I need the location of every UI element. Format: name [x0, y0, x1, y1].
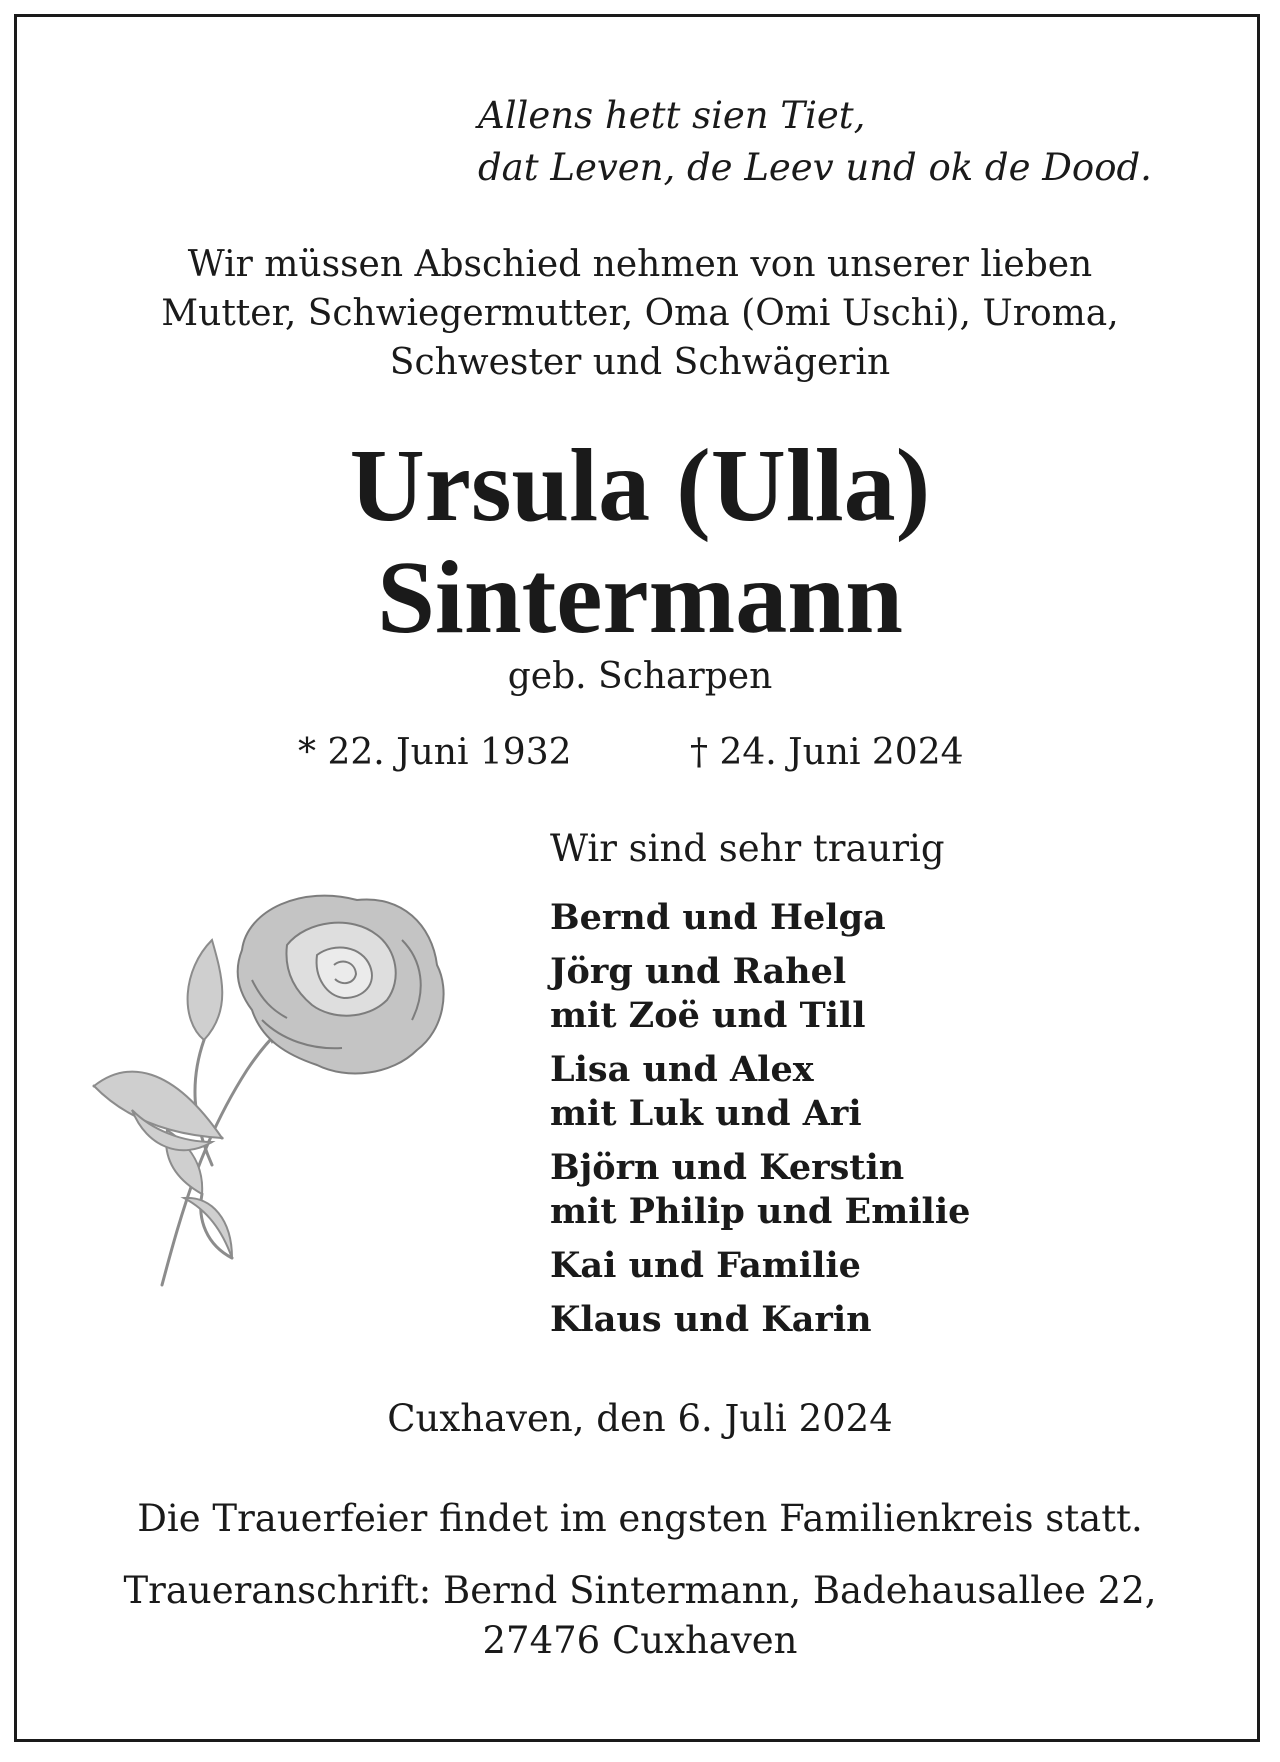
deceased-name-line-1: Ursula (Ulla)	[349, 428, 931, 543]
mourner-line: mit Philip und Emilie	[550, 1191, 971, 1232]
mourner-group	[550, 950, 970, 1038]
motto	[478, 90, 1152, 194]
mourner-line: Klaus und Karin	[550, 1299, 872, 1340]
mourner-line: Lisa und Alex	[550, 1049, 814, 1090]
mourning-address	[60, 1566, 1220, 1666]
mourners-intro: Wir sind sehr traurig	[550, 827, 945, 870]
deceased-name	[60, 430, 1220, 654]
birth-date: * 22. Juni 1932	[298, 732, 572, 773]
intro-line-3: Schwester und Schwägerin	[389, 342, 891, 383]
mourner-line: Jörg und Rahel	[550, 951, 847, 992]
mourner-group	[550, 1298, 970, 1342]
motto-line-1: Allens hett sien Tiet,	[478, 94, 866, 137]
intro-line-2: Mutter, Schwiegermutter, Oma (Omi Uschi), Uroma,	[161, 293, 1119, 334]
mourner-line: mit Zoë und Till	[550, 995, 866, 1036]
address-line-1: Traueranschrift: Bernd Sintermann, Badehausallee 22,	[123, 1569, 1157, 1612]
mourner-line: Björn und Kerstin	[550, 1147, 905, 1188]
mourner-group	[550, 896, 970, 940]
motto-line-2: dat Leven, de Leev und ok de Dood.	[478, 146, 1152, 189]
birth-name: geb. Scharpen	[507, 656, 773, 697]
death-date: † 24. Juni 2024	[690, 732, 964, 773]
intro-text	[60, 240, 1220, 387]
ceremony-note: Die Trauerfeier findet im engsten Familienkreis statt.	[137, 1497, 1143, 1540]
mourner-group	[550, 1048, 970, 1136]
rose-icon	[72, 880, 482, 1290]
mourner-group	[550, 1244, 970, 1288]
address-line-2: 27476 Cuxhaven	[482, 1619, 798, 1662]
mourner-line: mit Luk und Ari	[550, 1093, 862, 1134]
intro-line-1: Wir müssen Abschied nehmen von unserer lieben	[187, 244, 1093, 285]
mourners-list	[550, 824, 970, 1352]
mourner-line: Kai und Familie	[550, 1245, 861, 1286]
place-and-date: Cuxhaven, den 6. Juli 2024	[387, 1397, 893, 1440]
mourner-line: Bernd und Helga	[550, 897, 886, 938]
mourner-group	[550, 1146, 970, 1234]
deceased-name-line-2: Sintermann	[377, 540, 903, 655]
